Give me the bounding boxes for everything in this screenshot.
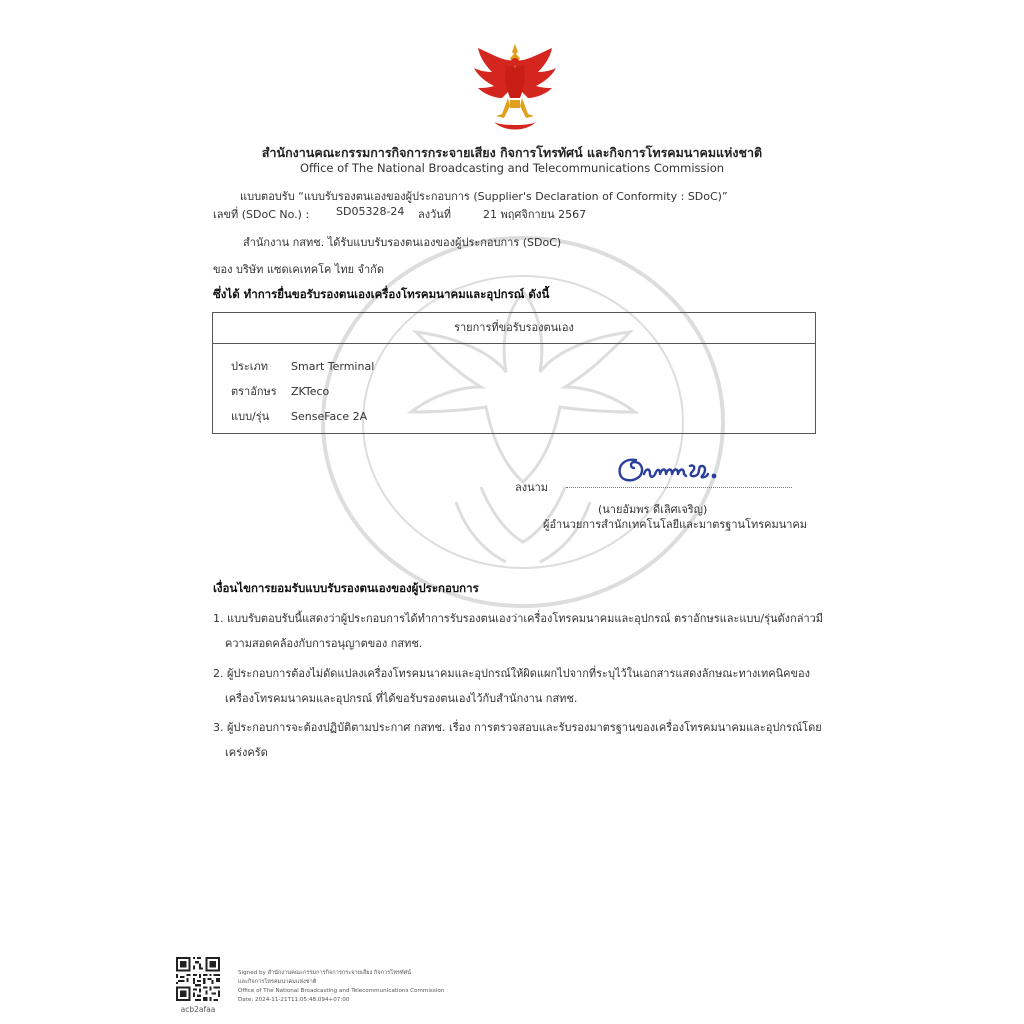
item-label: ตราอักษร [231,385,277,398]
condition-line: เครื่องโทรคมนาคมและอุปกรณ์ ที่ได้ขอรับรองตนเองไว้กับสำนักงาน กสทช. [225,692,578,705]
org-name-th: สำนักงานคณะกรรมการกิจการกระจายเสียง กิจการโทรทัศน์ และกิจการโทรคมนาคมแห่งชาติ [261,145,763,160]
item-row-type [231,357,374,375]
sign-label: ลงนาม [515,481,549,494]
garuda-emblem-icon [470,42,560,134]
date-value: 21 พฤศจิกายน 2567 [483,208,587,221]
item-row-brand [231,382,329,400]
signed-by-info [238,969,444,1005]
qr-code-label: acb2afaa [180,1005,216,1014]
condition-line: เคร่งครัด [225,746,268,759]
date-label: ลงวันที่ [418,208,452,221]
condition-line: 3. ผู้ประกอบการจะต้องปฏิบัติตามประกาศ กสทช. เรื่อง การตรวจสอบและรับรองมาตรฐานของเครื่องโทรคมนาคมและอุปกรณ์โดย [213,721,822,734]
sdoc-number-label: เลขที่ (SDoC No.) : [213,208,310,221]
company-text: ของ บริษัท แซดเคเทคโค ไทย จำกัด [213,263,384,276]
org-name-en: Office of The National Broadcasting and Telecommunications Commission [299,161,725,175]
items-table-header: รายการที่ขอรับรองตนเอง [213,313,815,344]
signer-title: ผู้อำนวยการสำนักเทคโนโลยีและมาตรฐานโทรคมนาคม [543,518,808,531]
item-label: ประเภท [231,360,269,373]
condition-item-2 [213,661,810,711]
subject-text: ซึ่งได้ ทำการยื่นขอรับรองตนเองเครื่องโทรคมนาคมและอุปกรณ์ ดังนี้ [213,287,550,301]
conditions-title: เงื่อนไขการยอมรับแบบรับรองตนเองของผู้ประกอบการ [213,581,479,595]
item-label: แบบ/รุ่น [231,410,270,423]
condition-item-1 [213,606,823,656]
item-value: Smart Terminal [291,360,375,373]
signed-by-line: และกิจการโทรคมนาคมแห่งชาติ [238,979,317,985]
received-text: สำนักงาน กสทช. ได้รับแบบรับรองตนเองของผู้ประกอบการ (SDoC) [243,236,562,249]
receipt-title: แบบตอบรับ “แบบรับรองตนเองของผู้ประกอบการ (Supplier's Declaration of Conformity : SDoC)” [240,190,728,203]
item-value: SenseFace 2A [291,410,368,423]
qr-code-icon [176,957,220,1001]
condition-line: ความสอดคล้องกับการอนุญาตของ กสทช. [225,637,423,650]
signer-name: (นายอัมพร ดีเลิศเจริญ) [598,503,708,516]
sdoc-number-value: SD05328-24 [336,205,405,218]
item-row-model [231,407,367,425]
handwritten-signature [614,452,726,488]
signed-by-line: Signed by สำนักงานคณะกรรมการกิจการกระจายเสียง กิจการโทรทัศน์ [238,970,411,976]
condition-line: 1. แบบรับตอบรับนี้แสดงว่าผู้ประกอบการได้ทำการรับรองตนเองว่าเครื่องโทรคมนาคมและอุปกรณ์ ตราอักษรและแบบ/รุ่นดังกล่าวมี [213,612,824,625]
condition-item-3 [213,715,822,765]
condition-line: 2. ผู้ประกอบการต้องไม่ดัดแปลงเครื่องโทรคมนาคมและอุปกรณ์ให้ผิดแผกไปจากที่ระบุไว้ในเอกสารแสดงลักษณะทางเทคนิคของ [213,667,810,680]
signature-line [566,487,792,488]
signed-date: Date: 2024-11-21T11:05:48.094+07:00 [238,997,350,1003]
items-table [212,312,816,434]
item-value: ZKTeco [291,385,330,398]
signed-by-line: Office of The National Broadcasting and Telecommunications Commission [238,988,445,994]
